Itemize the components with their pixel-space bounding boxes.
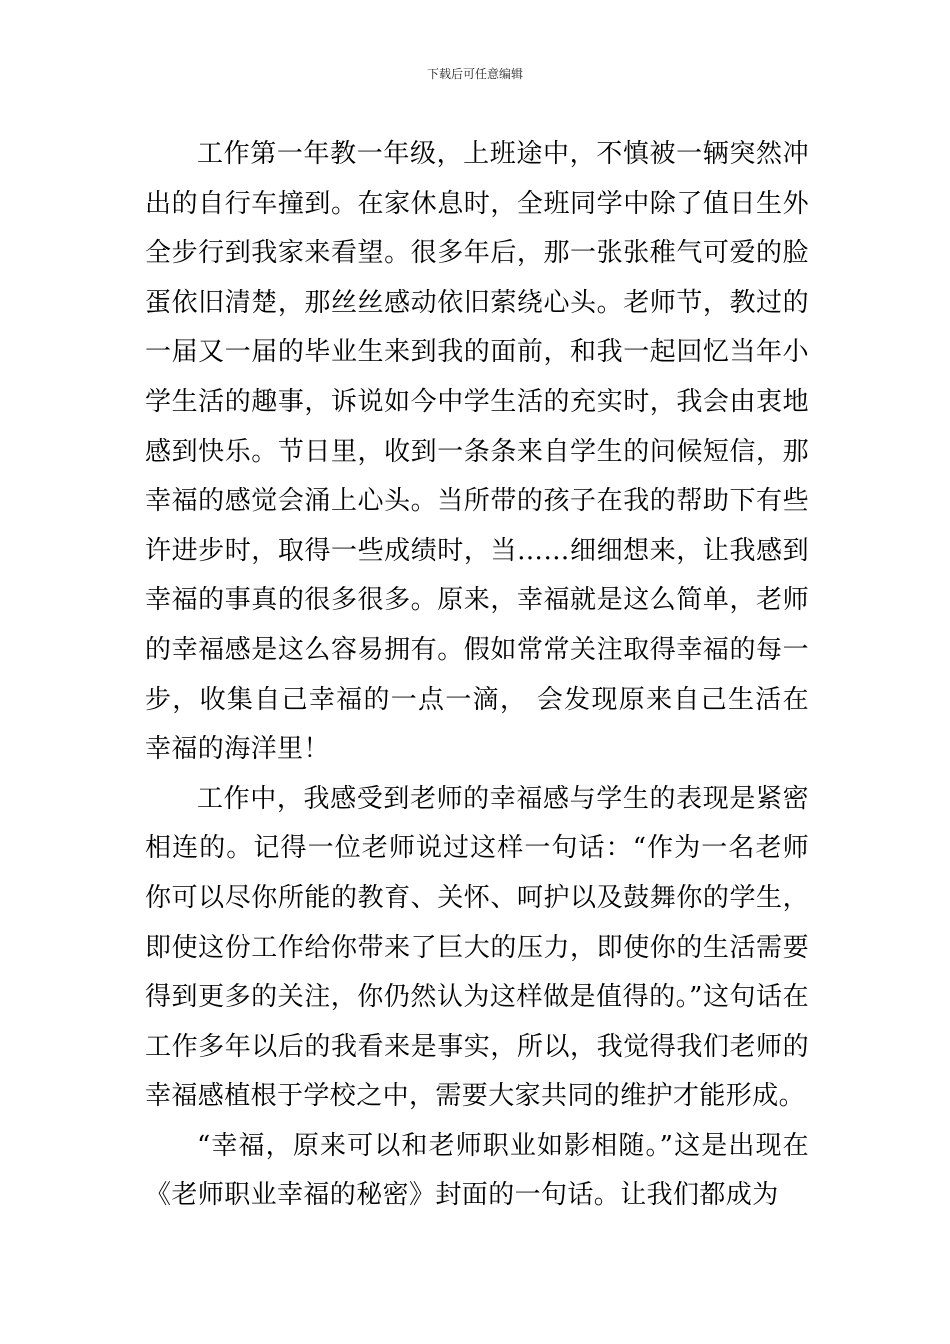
paragraph-3: “幸福，原来可以和老师职业如影相随。”这是出现在《老师职业幸福的秘密》封面的一句话。让我们都成为 — [145, 1130, 809, 1211]
paragraph-2: 工作中，我感受到老师的幸福感与学生的表现是紧密相连的。记得一位老师说过这样一句话：“作为一名老师你可以尽你所能的教育、关怀、呵护以及鼓舞你的学生，即使这份工作给你带来了巨大的压力，即使你的生活需要得到更多的关注，你仍然认为这样做是值得的。”这句话在工作多年以后的我看来是事实，所以，我觉得我们老师的幸福感植根于学校之中，需要大家共同的维护才能形成。 — [145, 783, 809, 1112]
document-body — [145, 130, 809, 1221]
paragraph-1: 工作第一年教一年级，上班途中，不慎被一辆突然冲出的自行车撞到。在家休息时，全班同学中除了值日生外全步行到我家来看望。很多年后，那一张张稚气可爱的脸蛋依旧清楚，那丝丝感动依旧萦绕心头。老师节，教过的一届又一届的毕业生来到我的面前，和我一起回忆当年小学生活的趣事，诉说如今中学生活的充实时，我会由衷地感到快乐。节日里，收到一条条来自学生的问候短信，那幸福的感觉会涌上心头。当所带的孩子在我的帮助下有些许进步时，取得一些成绩时，当……细细想来，让我感到幸福的事真的很多很多。原来，幸福就是这么简单，老师的幸福感是这么容易拥有。假如常常关注取得幸福的每一步，收集自己幸福的一点一滴， 会发现原来自己生活在幸福的海洋里！ — [145, 139, 809, 765]
page-header: 下载后可任意编辑 — [426, 67, 523, 81]
